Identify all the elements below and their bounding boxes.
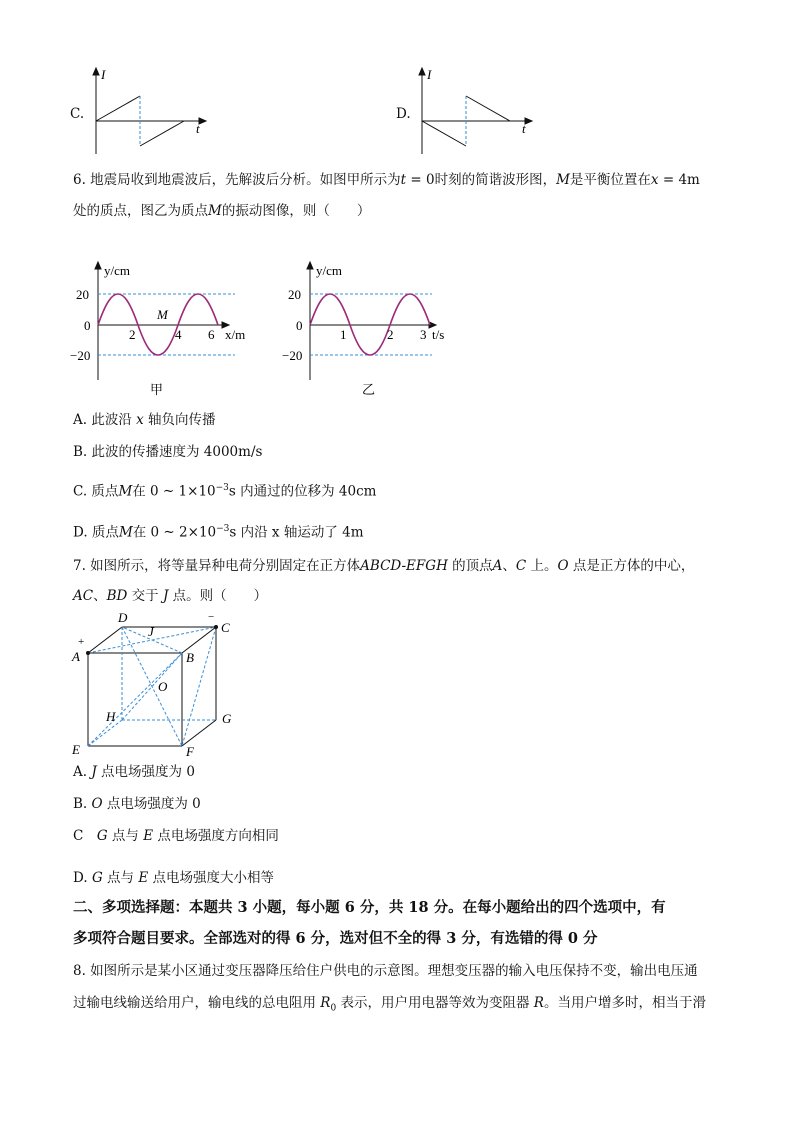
figure-jia-waveform [70, 256, 260, 400]
q7-text-d: 点是正方体的中心， [568, 558, 695, 574]
q6-a-pre: A. 此波沿 [73, 412, 137, 428]
q7-text-a: 7. 如图所示，将等量异种电荷分别固定在正方体 [73, 558, 361, 574]
q7-b-post: 点电场强度为 0 [102, 796, 201, 812]
c-axis-i-arrow [93, 68, 99, 75]
q7-c-var: G [96, 828, 108, 844]
q7-stem-line1 [73, 556, 694, 576]
q7-d-pre: D. [73, 870, 92, 886]
jia-ytick-neg20: −20 [70, 348, 91, 363]
d-axis-t-label: t [522, 121, 526, 136]
yi-xtick-3: 3 [420, 327, 427, 342]
q6-a-var: x [136, 412, 144, 428]
jia-ytick-0: 0 [84, 318, 91, 333]
q6-c-post: s 内通过的位移为 40cm [228, 483, 377, 500]
q8-stem-line2 [73, 993, 706, 1019]
yi-y-arrow [307, 262, 313, 269]
q6-option-b[interactable] [73, 442, 262, 462]
q7-va: A [492, 558, 503, 574]
figure-yi-vibration [282, 256, 472, 400]
jia-xtick-4: 4 [175, 327, 182, 342]
q7-c-pre: C [73, 828, 97, 844]
q6-d-post: s 内沿 x 轴运动了 4m [229, 524, 364, 541]
cube-figure [68, 610, 248, 760]
q7-text-e: 交于 [127, 588, 163, 604]
q6-text-c: 是平衡位置在 [569, 172, 651, 188]
q7-c-post2: 点电场强度方向相同 [153, 828, 279, 844]
q8-r: R [533, 995, 544, 1011]
q6-text-d: = 4m [658, 172, 700, 188]
q6-var-x: x [650, 172, 659, 188]
q6-a-post: 轴负向传播 [143, 412, 216, 428]
c-axis-t-arrow [199, 118, 206, 124]
q7-ac: AC [73, 588, 94, 604]
jia-ylabel: y/cm [104, 263, 130, 278]
yi-caption: 乙 [362, 382, 376, 397]
point-o: O [158, 679, 168, 694]
option-d-label: D. [396, 106, 411, 122]
option-c-graph [82, 66, 212, 158]
q7-d-var: G [91, 870, 103, 886]
q7-vc: C [515, 558, 527, 574]
q7-option-a[interactable] [73, 762, 195, 782]
diag-eb [88, 653, 182, 746]
q6-d-pre: D. 质点 [73, 524, 119, 541]
q7-bd: BD [106, 588, 128, 604]
q7-j: J [162, 588, 169, 604]
q6-option-c[interactable] [73, 478, 376, 502]
vertex-b: B [186, 650, 194, 665]
q6-b-text: B. 此波的传播速度为 4000m/s [73, 444, 263, 460]
q7-a-pre: A. [73, 764, 92, 780]
vertex-f: F [186, 744, 194, 759]
q6-d-sup: −3 [216, 524, 230, 534]
q7-text-c: 上。 [526, 558, 558, 574]
c-axis-i-label: I [101, 67, 106, 82]
c-fall [140, 121, 184, 146]
jia-ytick-20: 20 [76, 287, 89, 302]
q6-c-mid: 在 0 ~ 1×10 [132, 483, 216, 500]
q7-d-post2: 点电场强度大小相等 [148, 870, 274, 886]
charge-plus: + [78, 636, 85, 648]
q8-text-a: 过输电线输送给用户，输电线的总电阻用 [73, 995, 321, 1011]
d-axis-i-label: I [427, 67, 432, 82]
q8-text-c: 。当用户增多时，相当于滑 [543, 995, 706, 1011]
yi-ytick-0: 0 [296, 318, 303, 333]
q7-stem-line2 [73, 586, 267, 606]
q7-option-d[interactable] [73, 868, 274, 888]
q7-c-var2: E [143, 828, 154, 844]
q6-text-b: = 0时刻的简谐波形图， [406, 172, 557, 188]
vertex-e: E [72, 742, 80, 757]
jia-xlabel: x/m [225, 327, 246, 342]
jia-caption: 甲 [150, 382, 164, 397]
q6-text-a: 6. 地震局收到地震波后，先解波后分析。如图甲所示为 [73, 172, 401, 188]
vertex-c: C [221, 620, 230, 635]
q8-r0: R [320, 995, 331, 1011]
yi-xtick-2: 2 [387, 327, 394, 342]
yi-ytick-20: 20 [288, 287, 301, 302]
option-c-label: C. [70, 106, 85, 122]
yi-xlabel: t/s [432, 327, 445, 342]
d-axis-t-arrow [525, 118, 532, 124]
q6-c-var: M [118, 483, 133, 500]
q7-sep: 、 [502, 558, 516, 574]
q7-text-b: 的顶点 [447, 558, 493, 574]
q6-var-m2: M [208, 203, 222, 219]
section2-heading-line1: 二、多项选择题：本题共 3 小题，每小题 6 分，共 18 分。在每小题给出的四个选项中，有 [73, 899, 666, 916]
vertex-d: D [118, 610, 128, 625]
q7-text-f: 点。则（ ） [168, 588, 268, 604]
charge-c-dot [214, 625, 218, 629]
charge-minus: − [208, 611, 215, 623]
q6-text-e: 处的质点，图乙为质点 [73, 203, 208, 219]
edge-fg [182, 720, 216, 746]
d-axis-i-arrow [419, 68, 425, 75]
q7-option-b[interactable] [73, 794, 201, 814]
q6-var-t: t [400, 172, 407, 188]
q7-option-c[interactable] [73, 826, 279, 846]
d-rise [466, 96, 510, 121]
q6-c-pre: C. 质点 [73, 483, 119, 500]
q6-stem-line2 [73, 201, 370, 221]
q8-text-b: 表示，用户用电器等效为变阻器 [336, 995, 534, 1011]
option-d-graph [408, 66, 538, 158]
jia-xtick-6: 6 [208, 327, 215, 342]
vertex-h: H [106, 709, 116, 724]
point-j: J [148, 624, 154, 639]
q6-option-d[interactable] [73, 519, 364, 543]
q6-c-sup: −3 [215, 483, 229, 493]
hidden-eh [88, 720, 122, 746]
d-fall [422, 121, 466, 146]
charge-a-dot [86, 651, 90, 655]
q6-text-f: 的振动图像，则（ ） [221, 203, 371, 219]
q7-a-var: J [91, 764, 97, 780]
q7-b-pre: B. [73, 796, 92, 812]
yi-ytick-neg20: −20 [282, 348, 303, 363]
diag-cf [182, 627, 216, 746]
c-axis-t-label: t [196, 121, 200, 136]
q7-d-var2: E [138, 870, 149, 886]
jia-y-arrow [95, 262, 101, 269]
q6-option-a[interactable] [73, 410, 216, 430]
q6-d-var: M [118, 524, 133, 541]
q7-c-post: 点与 [107, 828, 144, 844]
q7-a-post: 点电场强度为 0 [96, 764, 195, 780]
vertex-g: G [222, 711, 232, 726]
q6-stem-line1 [73, 170, 700, 190]
q7-b-var: O [91, 796, 103, 812]
yi-ylabel: y/cm [316, 263, 342, 278]
section2-heading-line2: 多项符合题目要求。全部选对的得 6 分，选对但不全的得 3 分，有选错的得 0 分 [73, 930, 598, 947]
jia-xtick-2: 2 [129, 327, 136, 342]
q8-r0-sub: 0 [330, 1003, 337, 1014]
vertex-a: A [72, 649, 80, 664]
q6-var-m: M [556, 172, 570, 188]
q7-d-post: 点与 [102, 870, 139, 886]
q7-sep2: 、 [93, 588, 107, 604]
yi-xtick-1: 1 [340, 327, 347, 342]
c-rise [96, 96, 140, 121]
q8-stem-line1: 8. 如图所示是某小区通过变压器降压给住户供电的示意图。理想变压器的输入电压保持不变，输出电压通 [73, 963, 698, 979]
q7-cube: ABCD-EFGH [360, 558, 448, 574]
q6-d-mid: 在 0 ~ 2×10 [132, 524, 217, 541]
jia-point-m: M [157, 307, 168, 322]
diag-df [122, 627, 182, 746]
q7-vo: O [557, 558, 569, 574]
